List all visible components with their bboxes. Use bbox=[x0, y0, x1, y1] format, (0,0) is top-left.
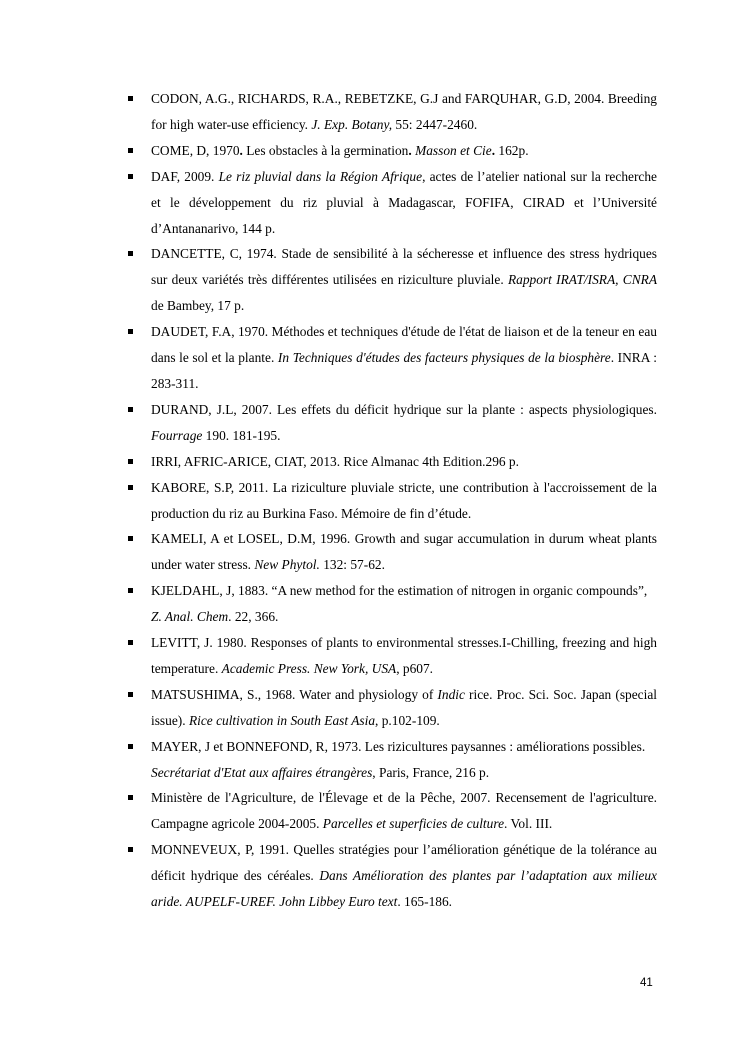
reference-text-part: MONNEVEUX, P, 1991. Quelles stratégies pour l’amélioration génétique de la tolérance au déficit hydrique des céréales. bbox=[151, 842, 657, 884]
reference-italic-part: Rice cultivation in South East Asia bbox=[188, 712, 376, 728]
reference-text-part: , p.102-109. bbox=[375, 712, 440, 728]
reference-item bbox=[127, 785, 657, 837]
reference-item bbox=[127, 241, 657, 319]
bullet-icon bbox=[128, 251, 133, 256]
reference-italic-part: Le riz pluvial dans la Région Afrique bbox=[218, 168, 423, 184]
reference-text-part: LEVITT, J. 1980. Responses of plants to environmental stresses.I-Chilling, freezing and high temperature. bbox=[151, 635, 657, 676]
reference-italic-part: Rapport IRAT/ISRA, CNRA bbox=[507, 272, 658, 288]
reference-text bbox=[151, 635, 657, 676]
reference-text-part: rice. Proc. Sci. Soc. Japan (special issue). bbox=[151, 686, 657, 728]
reference-text bbox=[151, 687, 657, 728]
bullet-icon bbox=[128, 329, 133, 334]
reference-item bbox=[127, 630, 657, 682]
reference-item bbox=[127, 526, 657, 578]
reference-item bbox=[127, 397, 657, 449]
reference-text-part: DAUDET, F.A, 1970. Méthodes et techniques d'étude de l'état de liaison et de la teneur en eau dans le sol et la plante. bbox=[151, 324, 657, 366]
reference-text-part: KABORE, S.P, 2011. La riziculture pluviale stricte, une contribution à l'accroissement de la production du riz au Burkina Faso. Mémoire de fin d’étude. bbox=[151, 479, 657, 521]
reference-text bbox=[151, 91, 657, 132]
reference-text-part: KAMELI, A et LOSEL, D.M, 1996. Growth and sugar accumulation in durum wheat plants under water stress. bbox=[151, 531, 657, 573]
bullet-icon bbox=[128, 148, 133, 153]
bullet-icon bbox=[128, 744, 133, 749]
reference-text bbox=[151, 583, 647, 624]
reference-text-part: . INRA : 283-311. bbox=[151, 350, 657, 391]
reference-text-part: DAF, 2009. bbox=[151, 168, 219, 184]
reference-text-part: de Bambey, 17 p. bbox=[151, 298, 245, 314]
page-number: 41 bbox=[640, 977, 653, 989]
bullet-icon bbox=[128, 96, 133, 101]
reference-italic-part: Z. Anal. Chem bbox=[151, 609, 229, 625]
reference-text-part: DURAND, J.L, 2007. Les effets du déficit hydrique sur la plante : aspects physiologiques. bbox=[151, 401, 657, 417]
reference-text-part: Les obstacles à la germination bbox=[242, 142, 409, 158]
reference-text-part: , Paris, France, 216 p. bbox=[372, 764, 490, 780]
reference-bold-part: . bbox=[408, 142, 412, 158]
bullet-icon bbox=[128, 407, 133, 412]
reference-text-part: COME, D, 1970 bbox=[151, 142, 240, 158]
reference-item bbox=[127, 86, 657, 138]
reference-text-part: DANCETTE, C, 1974. Stade de sensibilité à la sécheresse et influence des stress hydriques sur deux variétés très différentes utilisées en riziculture pluviale. bbox=[151, 246, 657, 288]
reference-item bbox=[127, 578, 657, 630]
bullet-icon bbox=[128, 640, 133, 645]
reference-text-part: IRRI, AFRIC-ARICE, CIAT, 2013. Rice Almanac 4th Edition.296 p. bbox=[151, 453, 519, 469]
reference-bold-part: . bbox=[239, 142, 243, 158]
reference-text-part: MATSUSHIMA, S., 1968. Water and physiology of bbox=[151, 686, 438, 702]
reference-item bbox=[127, 734, 657, 786]
reference-item bbox=[127, 682, 657, 734]
reference-text bbox=[151, 402, 657, 443]
reference-italic-part: Secrétariat d'Etat aux affaires étrangères bbox=[151, 764, 373, 780]
reference-text-part: KJELDAHL, J, 1883. “A new method for the estimation of nitrogen in organic compounds”, bbox=[151, 583, 648, 599]
reference-text bbox=[151, 143, 529, 158]
reference-text bbox=[151, 169, 657, 236]
reference-text-part: 190. 181-195. bbox=[202, 427, 281, 443]
reference-item bbox=[127, 319, 657, 397]
reference-text-part: 55: 2447-2460. bbox=[392, 116, 478, 132]
reference-italic-part: Dans Amélioration des plantes par l’adaptation aux milieux aride. AUPELF-UREF. John Libbey Euro text bbox=[151, 868, 657, 910]
reference-text-part: 132: 57-62. bbox=[319, 557, 385, 573]
reference-item bbox=[127, 138, 657, 164]
reference-text-part: CODON, A.G., RICHARDS, R.A., REBETZKE, G.J and FARQUHAR, G.D, 2004. Breeding for high water-use efficiency. bbox=[151, 91, 657, 132]
reference-italic-part: In Techniques d'études des facteurs physiques de la biosphère bbox=[277, 350, 611, 366]
reference-text bbox=[151, 531, 657, 572]
reference-text bbox=[151, 324, 657, 391]
bullet-icon bbox=[128, 485, 133, 490]
reference-text-part: . 165-186. bbox=[397, 894, 453, 910]
reference-item bbox=[127, 475, 657, 527]
reference-italic-part: Academic Press. New York, USA bbox=[221, 660, 397, 676]
bullet-icon bbox=[128, 692, 133, 697]
reference-text bbox=[151, 842, 657, 909]
reference-item bbox=[127, 449, 657, 475]
reference-item bbox=[127, 837, 657, 915]
reference-text-part: . 22, 366. bbox=[228, 609, 279, 625]
reference-italic-part: Indic bbox=[437, 686, 465, 702]
reference-text bbox=[151, 790, 657, 831]
reference-item bbox=[127, 164, 657, 242]
bullet-icon bbox=[128, 847, 133, 852]
reference-italic-part: Fourrage bbox=[151, 427, 203, 443]
reference-italic-part: New Phytol. bbox=[254, 557, 320, 573]
bullet-icon bbox=[128, 795, 133, 800]
reference-italic-part: Masson et Cie bbox=[415, 142, 492, 158]
reference-text-part: , actes de l’atelier national sur la recherche et le développement du riz pluvial à Madagascar, FOFIFA, CIRAD et l’Université d’Antananarivo, 144 p. bbox=[151, 168, 657, 236]
bullet-icon bbox=[128, 536, 133, 541]
reference-text bbox=[151, 454, 519, 469]
bullet-icon bbox=[128, 174, 133, 179]
bullet-icon bbox=[128, 459, 133, 464]
reference-italic-part: J. Exp. Botany, bbox=[311, 116, 393, 132]
reference-text bbox=[151, 246, 657, 313]
reference-text-part: . Vol. III. bbox=[504, 816, 553, 832]
reference-text-part: Ministère de l'Agriculture, de l'Élevage et de la Pêche, 2007. Recensement de l'agriculture. Campagne agricole 2004-2005. bbox=[151, 790, 657, 832]
reference-text bbox=[151, 480, 657, 521]
reference-list bbox=[127, 86, 657, 915]
bullet-icon bbox=[128, 588, 133, 593]
reference-text bbox=[151, 739, 645, 780]
reference-text-part: , p607. bbox=[396, 660, 434, 676]
reference-text-part: MAYER, J et BONNEFOND, R, 1973. Les rizicultures paysannes : améliorations possibles. bbox=[151, 738, 646, 754]
reference-text-part: 162p. bbox=[495, 142, 529, 158]
reference-bold-part: . bbox=[491, 142, 496, 158]
reference-italic-part: Parcelles et superficies de culture bbox=[322, 816, 505, 832]
